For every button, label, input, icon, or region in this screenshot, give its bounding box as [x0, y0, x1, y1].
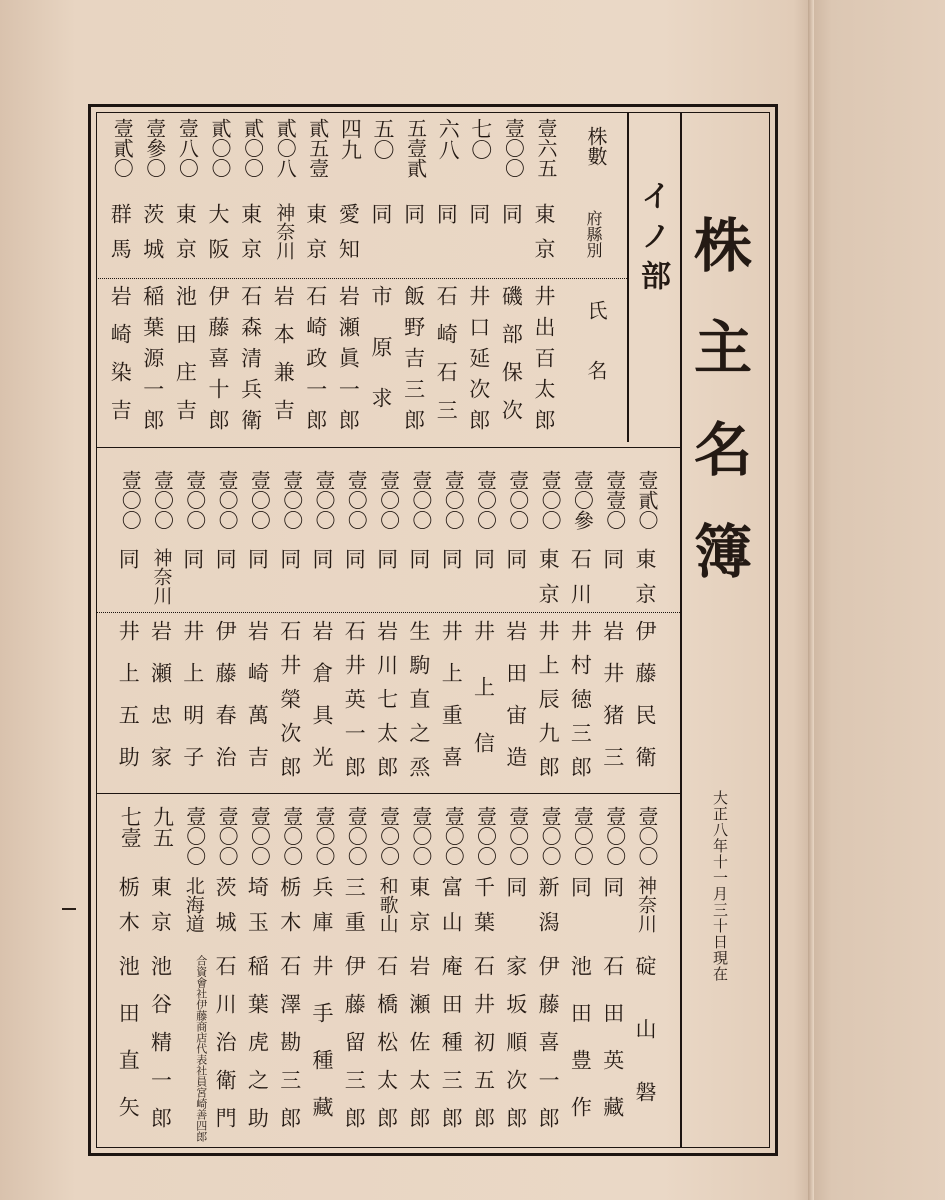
record-prefecture: 神奈川: [635, 876, 657, 933]
record-name: 井上辰九郎: [536, 620, 561, 790]
record-shares: 壹〇〇: [150, 470, 175, 530]
record-prefecture: 富山: [439, 876, 464, 946]
record-name: 井上重喜: [439, 620, 464, 788]
record-shares: 壹貳〇: [110, 118, 135, 178]
record-shares: 貳五壹: [305, 118, 330, 178]
record-shares: 九五: [150, 806, 175, 848]
record-prefecture: 神奈川: [150, 548, 173, 605]
record-shares: 壹〇〇: [441, 470, 466, 530]
record-name: 稲葉虎之助: [245, 955, 270, 1145]
record-prefecture: 東京: [303, 203, 328, 273]
record-prefecture: 同: [466, 203, 491, 224]
record-prefecture: 同: [439, 548, 464, 569]
record-shares: 壹〇〇: [247, 806, 272, 866]
record-prefecture: 兵庫: [310, 876, 334, 946]
record-shares: 壹〇〇: [247, 470, 272, 530]
record-shares: 壹〇〇: [182, 806, 207, 866]
record-prefecture: 神奈川: [273, 203, 296, 260]
section-heading: イノ部: [635, 180, 670, 300]
record-prefecture: 群馬: [108, 203, 133, 273]
record-name: 池田庄吉: [173, 285, 198, 437]
record-prefecture: 東京: [173, 203, 198, 273]
page-fold: [808, 0, 814, 1200]
record-prefecture: 茨城: [213, 876, 238, 946]
record-name: 市原求: [369, 285, 393, 438]
record-prefecture: 東京: [406, 876, 431, 946]
record-name: 池田豊作: [568, 955, 593, 1143]
record-shares: 壹〇〇: [215, 470, 240, 530]
record-name: 合資會社伊藤商店代表社員宮崎善四郎: [194, 955, 208, 1142]
record-prefecture: 石川: [568, 548, 593, 618]
record-shares: 貳〇〇: [208, 118, 232, 178]
record-name: 岩田宙造: [503, 620, 528, 788]
record-shares: 壹〇〇: [473, 806, 498, 866]
record-prefecture: 千葉: [471, 876, 496, 946]
record-prefecture: 東京: [148, 876, 173, 946]
record-name: 岩瀬忠家: [148, 620, 173, 788]
record-name: 伊藤喜一郎: [536, 955, 561, 1145]
record-shares: 壹〇〇: [473, 470, 498, 530]
record-name: 稲葉源一郎: [140, 285, 165, 440]
record-prefecture: 栃木: [116, 876, 141, 946]
record-shares: 壹〇〇: [312, 470, 336, 530]
record-shares: 壹〇〇: [118, 470, 143, 530]
record-shares: 壹六五: [534, 118, 558, 178]
record-shares: 壹壹〇: [602, 470, 627, 530]
record-name: 井手種藏: [310, 955, 334, 1143]
record-name: 岩井猪三: [600, 620, 625, 788]
record-name: 池田直矢: [116, 955, 141, 1143]
record-shares: 壹〇〇: [279, 470, 304, 530]
record-prefecture: 同: [503, 548, 528, 569]
record-name: 碇山磐: [633, 955, 657, 1144]
record-shares: 五〇: [371, 118, 395, 160]
record-prefecture: 同: [434, 203, 459, 224]
record-prefecture: 同: [245, 548, 270, 569]
record-shares: 壹〇〇: [570, 806, 595, 866]
record-prefecture: 栃木: [277, 876, 302, 946]
record-prefecture: 同: [180, 548, 205, 569]
record-prefecture: 同: [342, 548, 367, 569]
record-prefecture: 茨城: [140, 203, 165, 273]
record-name: 飯野吉三郎: [401, 285, 426, 440]
record-shares: 壹〇〇: [182, 470, 207, 530]
record-shares: 壹〇〇: [344, 470, 369, 530]
record-prefecture: 愛知: [336, 203, 361, 273]
record-prefecture: 同: [503, 876, 528, 897]
record-prefecture: 同: [406, 548, 431, 569]
record-name: 伊藤留三郎: [342, 955, 367, 1145]
record-shares: 壹貳〇: [635, 470, 659, 530]
record-name: 石崎石三: [434, 285, 459, 437]
record-prefecture: 同: [310, 548, 334, 569]
record-prefecture: 和歌山: [376, 876, 399, 933]
record-name: 石井初五郎: [471, 955, 496, 1145]
record-name: 岩瀬佐太郎: [406, 955, 431, 1145]
record-shares: 壹參〇: [142, 118, 167, 178]
record-shares: 五壹貳: [403, 118, 428, 178]
record-name: 石森清兵衛: [238, 285, 263, 440]
record-shares: 壹〇〇: [441, 806, 466, 866]
record-name: 井口延次郎: [466, 285, 491, 440]
record-name: 伊藤民衛: [633, 620, 657, 788]
record-shares: 壹〇〇: [501, 118, 526, 178]
record-name: 岩崎萬吉: [245, 620, 270, 788]
record-prefecture: 同: [568, 876, 593, 897]
record-shares: 壹〇〇: [505, 806, 530, 866]
record-shares: 壹〇〇: [376, 806, 401, 866]
record-shares: 壹〇〇: [505, 470, 530, 530]
record-shares: 貳〇八: [273, 118, 298, 178]
block1-subdivider-a: [96, 278, 627, 279]
margin-mark: [62, 908, 76, 910]
record-prefecture: 東京: [532, 203, 556, 273]
record-name: 石澤勘三郎: [277, 955, 302, 1145]
record-shares: 壹〇〇: [408, 470, 433, 530]
record-shares: 壹〇〇: [538, 806, 563, 866]
record-name: 岩倉具光: [310, 620, 334, 788]
record-shares: 壹〇〇: [635, 806, 659, 866]
record-name: 家坂順次郎: [503, 955, 528, 1145]
record-shares: 壹〇〇: [602, 806, 627, 866]
record-shares: 四九: [338, 118, 363, 160]
record-name: 石田英藏: [600, 955, 625, 1143]
record-name: 石井榮次郎: [277, 620, 302, 790]
record-name: 井上明子: [180, 620, 205, 788]
record-prefecture: 東京: [238, 203, 263, 273]
record-shares: 壹〇〇: [376, 470, 401, 530]
record-prefecture: 同: [600, 876, 625, 897]
record-name: 池谷精一郎: [148, 955, 173, 1145]
block2-subdivider: [96, 612, 680, 613]
record-name: 岩崎染吉: [108, 285, 133, 437]
record-name: 磯部保次: [499, 285, 524, 437]
block-divider-2: [96, 793, 680, 794]
record-name: 井上信: [471, 620, 496, 788]
record-shares: 壹〇參: [570, 470, 595, 530]
record-prefecture: 大阪: [206, 203, 230, 273]
header-shares: 株數: [584, 126, 608, 166]
record-prefecture: 同: [600, 548, 625, 569]
record-prefecture: 北海道: [182, 876, 205, 933]
record-prefecture: 同: [213, 548, 238, 569]
record-prefecture: 新潟: [536, 876, 561, 946]
record-name: 石井英一郎: [342, 620, 367, 790]
record-shares: 壹八〇: [175, 118, 200, 178]
record-name: 伊藤喜十郎: [206, 285, 230, 440]
record-prefecture: 三重: [342, 876, 367, 946]
record-prefecture: 埼玉: [245, 876, 270, 946]
record-prefecture: 同: [499, 203, 524, 224]
record-shares: 壹〇〇: [312, 806, 336, 866]
record-name: 石川治衛門: [213, 955, 238, 1145]
record-shares: 貳〇〇: [240, 118, 265, 178]
record-name: 庵田種三郎: [439, 955, 464, 1145]
record-shares: 壹〇〇: [408, 806, 433, 866]
header-divider: [627, 112, 629, 442]
record-prefecture: 東京: [633, 548, 657, 618]
document-date: 大正八年十一月三十日現在: [711, 790, 729, 982]
record-shares: 壹〇〇: [344, 806, 369, 866]
record-name: 石橋松太郎: [374, 955, 399, 1145]
record-shares: 六八: [436, 118, 461, 160]
record-name: 岩川七太郎: [374, 620, 399, 790]
header-name: 氏名: [584, 300, 608, 420]
record-name: 井村徳三郎: [568, 620, 593, 790]
record-shares: 壹〇〇: [538, 470, 563, 530]
record-name: 生駒直之烝: [406, 620, 431, 790]
record-name: 井出百太郎: [532, 285, 556, 440]
record-shares: 壹〇〇: [215, 806, 240, 866]
record-prefecture: 同: [374, 548, 399, 569]
header-prefecture: 府縣別: [584, 210, 603, 258]
record-name: 井上五助: [116, 620, 141, 788]
record-prefecture: 同: [369, 203, 393, 224]
record-name: 岩本兼吉: [271, 285, 296, 437]
record-name: 石崎政一郎: [303, 285, 328, 440]
record-prefecture: 同: [277, 548, 302, 569]
record-name: 伊藤春治: [213, 620, 238, 788]
record-shares: 壹〇〇: [279, 806, 304, 866]
record-prefecture: 同: [401, 203, 426, 224]
record-shares: 七〇: [468, 118, 493, 160]
record-prefecture: 同: [116, 548, 141, 569]
block-divider-1: [96, 447, 680, 448]
document-title: 株主名簿: [684, 215, 752, 623]
record-prefecture: 東京: [536, 548, 561, 618]
record-name: 岩瀬眞一郎: [336, 285, 361, 440]
record-prefecture: 同: [471, 548, 496, 569]
record-shares: 七壹: [118, 806, 143, 848]
